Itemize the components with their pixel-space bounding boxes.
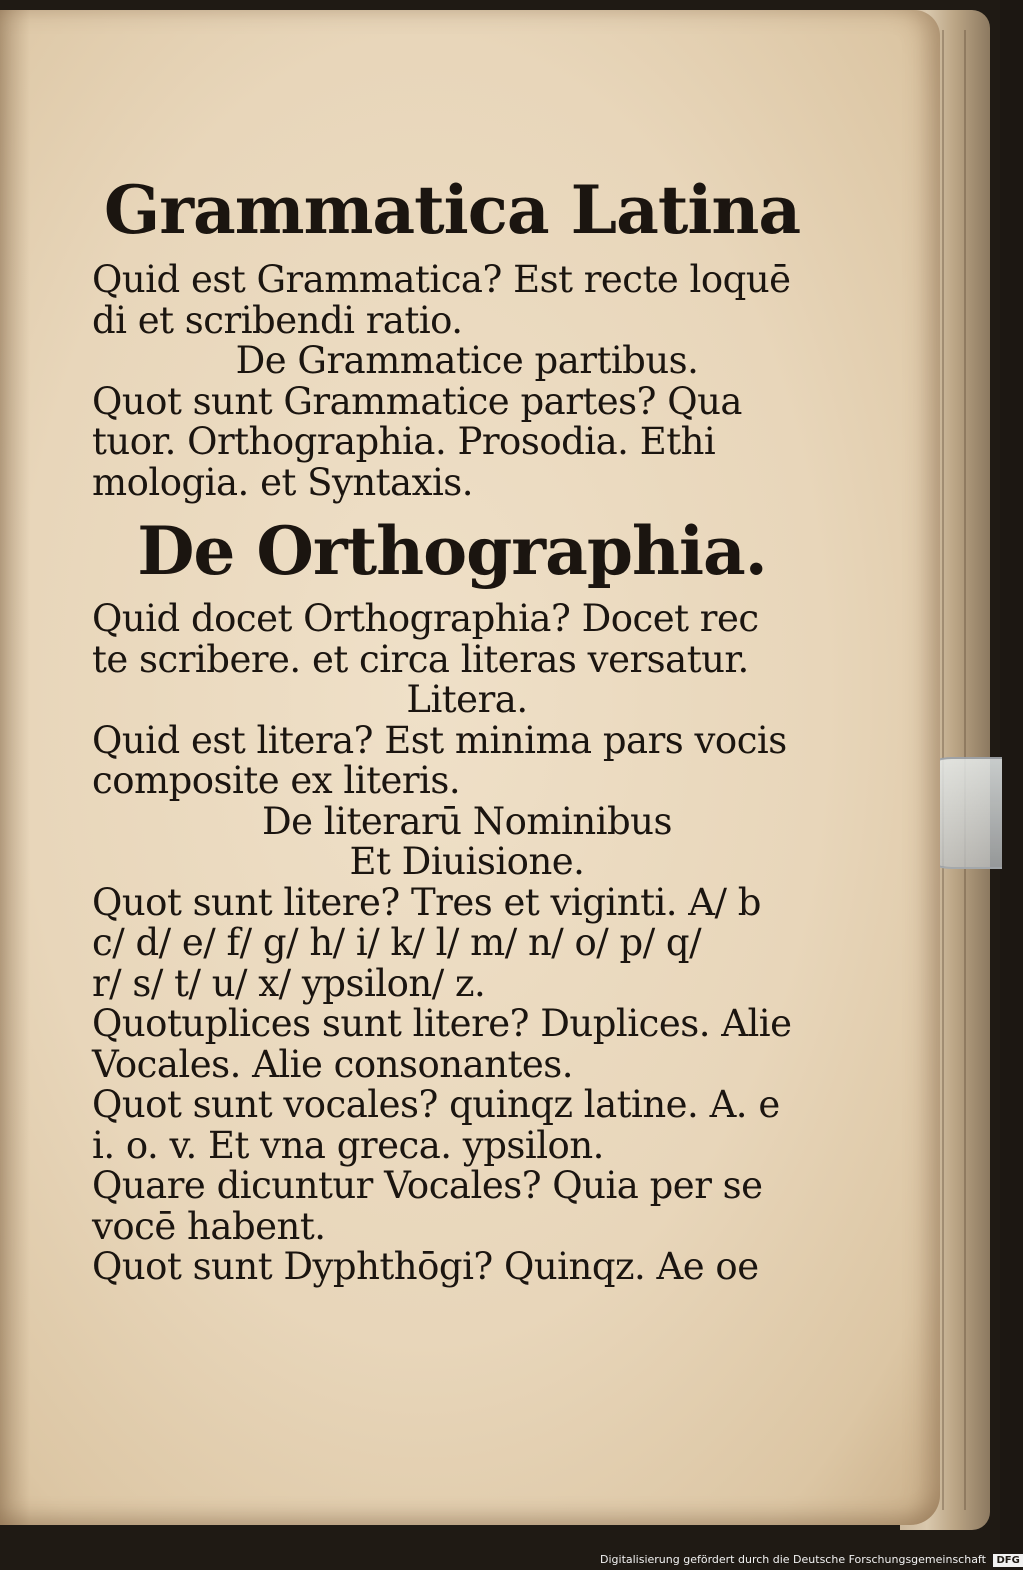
text-line: Quid docet Orthographia? Docet rec <box>92 597 759 640</box>
section-heading: Et Diuisione. <box>349 840 585 883</box>
text-line: di et scribendi ratio. <box>92 298 463 342</box>
text-line: Quare dicuntur Vocales? Quia per se <box>92 1164 763 1207</box>
section-heading: De Grammatice partibus. <box>235 339 699 382</box>
section-heading: Litera. <box>406 678 528 721</box>
text-line: Quid est litera? Est minima pars vocis <box>92 718 787 762</box>
text-line: Quotuplices sunt litere? Duplices. Alie <box>92 1002 792 1045</box>
text-line: Quot sunt Grammatice partes? Qua <box>92 379 742 423</box>
text-line: Vocales. Alie consonantes. <box>92 1042 573 1086</box>
page-sheet <box>0 10 940 1525</box>
text-line: vocē habent. <box>92 1204 326 1248</box>
text-line: te scribere. et circa literas versatur. <box>92 637 749 681</box>
text-line: i. o. v. Et vna greca. ypsilon. <box>92 1123 604 1167</box>
section-title-orthographia: De Orthographia. <box>137 512 767 590</box>
text-line: c/ d/ e/ f/ g/ h/ i/ k/ l/ m/ n/ o/ p/ q/ <box>92 921 702 964</box>
text-line: tuor. Orthographia. Prosodia. Ethi <box>92 420 716 463</box>
text-line: Quot sunt vocales? quinqz latine. A. e <box>92 1083 780 1126</box>
text-line: Quot sunt Dyphthōgi? Quinqz. Ae oe <box>92 1245 759 1288</box>
text-line: r/ s/ t/ u/ x/ ypsilon/ z. <box>92 961 486 1005</box>
text-line: Quid est Grammatica? Est recte loquē <box>92 258 791 301</box>
page-title: Grammatica Latina <box>103 171 801 249</box>
dfg-logo: DFG <box>993 1554 1022 1567</box>
text-line: Quot sunt litere? Tres et viginti. A/ b <box>92 880 761 924</box>
digitization-credit <box>600 1550 1020 1570</box>
text-line: composite ex literis. <box>92 759 461 802</box>
section-heading: De literarū Nominibus <box>261 799 672 843</box>
text-line: mologia. et Syntaxis. <box>92 460 474 504</box>
credit-text: Digitalisierung gefördert durch die Deutsche Forschungsgemeinschaft <box>600 1553 986 1566</box>
page-text <box>92 160 812 1288</box>
